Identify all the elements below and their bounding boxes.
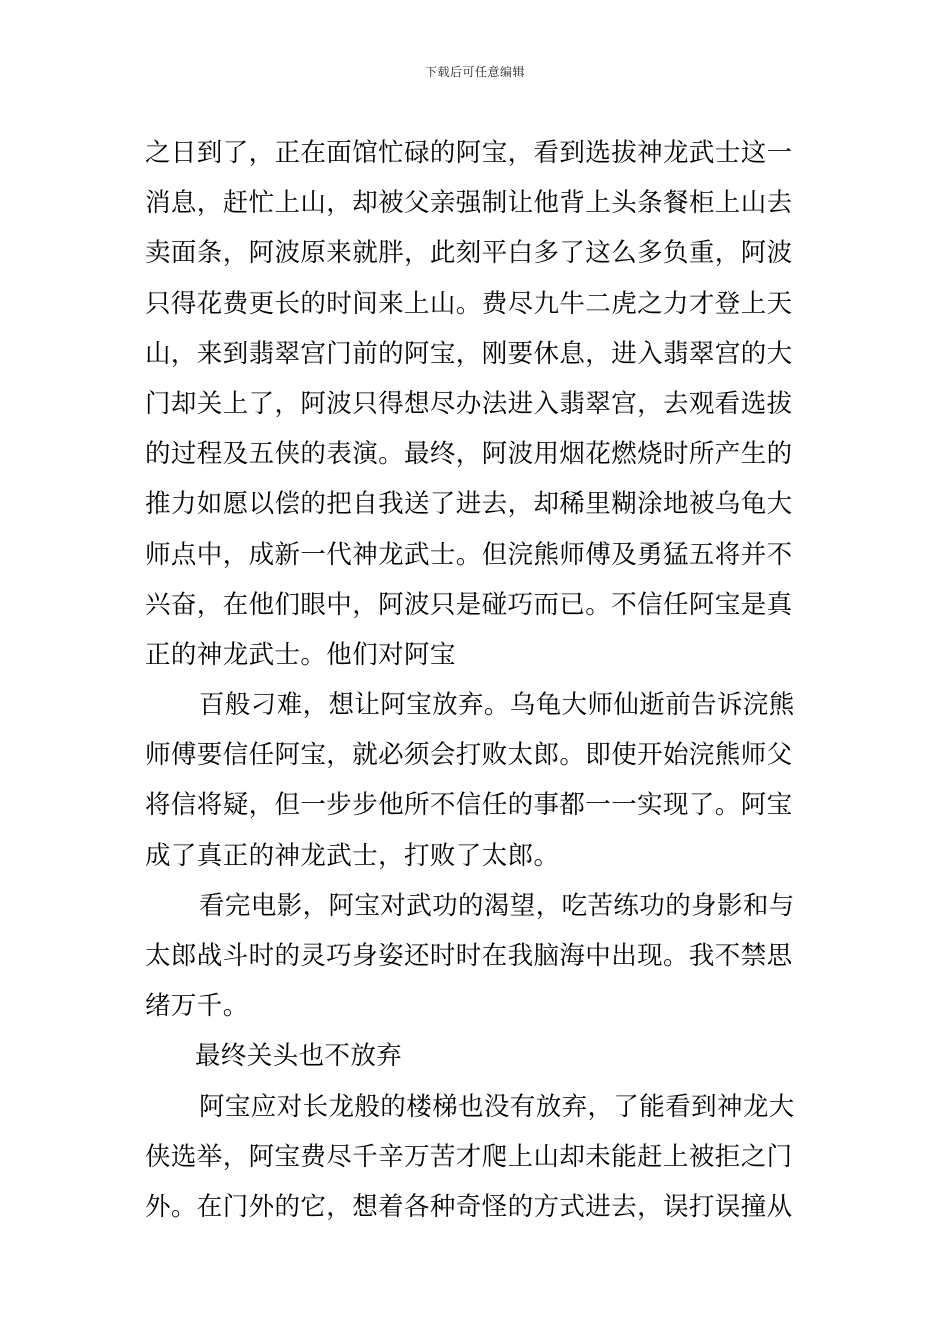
text-line: 太郎战斗时的灵巧身姿还时时在我脑海中出现。我不禁思 xyxy=(145,941,793,971)
text-line: 山，来到翡翠宫门前的阿宝，刚要休息，进入翡翠宫的大 xyxy=(145,338,793,369)
page-header-note: 下载后可任意编辑 xyxy=(424,65,525,79)
text-line: 侠选举，阿宝费尽千辛万苦才爬上山却未能赶上被拒之门 xyxy=(145,1141,793,1172)
text-line: 消息，赶忙上山，却被父亲强制让他背上头条餐柜上山去 xyxy=(145,188,793,219)
paragraph-first-line: 百般刁难，想让阿宝放弃。乌龟大师仙逝前告诉浣熊 xyxy=(199,690,795,721)
text-line: 门却关上了，阿波只得想尽办法进入翡翠宫，去观看选拔 xyxy=(145,388,793,419)
text-line: 师傅要信任阿宝，就必须会打败太郎。即使开始浣熊师父 xyxy=(145,740,793,771)
text-line: 将信将疑，但一步步他所不信任的事都一一实现了。阿宝 xyxy=(145,790,793,821)
paragraph-first-line: 看完电影，阿宝对武功的渴望，吃苦练功的身影和与 xyxy=(199,890,795,921)
text-line: 兴奋，在他们眼中，阿波只是碰巧而已。不信任阿宝是真 xyxy=(145,589,793,620)
text-line: 外。在门外的它，想着各种奇怪的方式进去，误打误撞从 xyxy=(145,1191,793,1222)
text-line: 推力如愿以偿的把自我送了进去，却稀里糊涂地被乌龟大 xyxy=(145,489,793,520)
text-line: 之日到了，正在面馆忙碌的阿宝，看到选拔神龙武士这一 xyxy=(145,138,793,168)
text-line: 正的神龙武士。他们对阿宝 xyxy=(145,639,456,670)
text-line: 绪万千。 xyxy=(145,991,249,1022)
text-line: 成了真正的神龙武士，打败了太郎。 xyxy=(145,840,560,871)
text-line: 只得花费更长的时间来上山。费尽九牛二虎之力才登上天 xyxy=(145,288,793,319)
text-line: 的过程及五侠的表演。最终，阿波用烟花燃烧时所产生的 xyxy=(145,439,793,470)
paragraph-first-line: 阿宝应对长龙般的楼梯也没有放弃，了能看到神龙大 xyxy=(199,1091,795,1122)
text-line: 卖面条，阿波原来就胖，此刻平白多了这么多负重，阿波 xyxy=(145,238,793,269)
section-heading: 最终关头也不放弃 xyxy=(195,1041,403,1072)
body-text xyxy=(145,128,807,1232)
text-line: 师点中，成新一代神龙武士。但浣熊师傅及勇猛五将并不 xyxy=(145,539,793,570)
